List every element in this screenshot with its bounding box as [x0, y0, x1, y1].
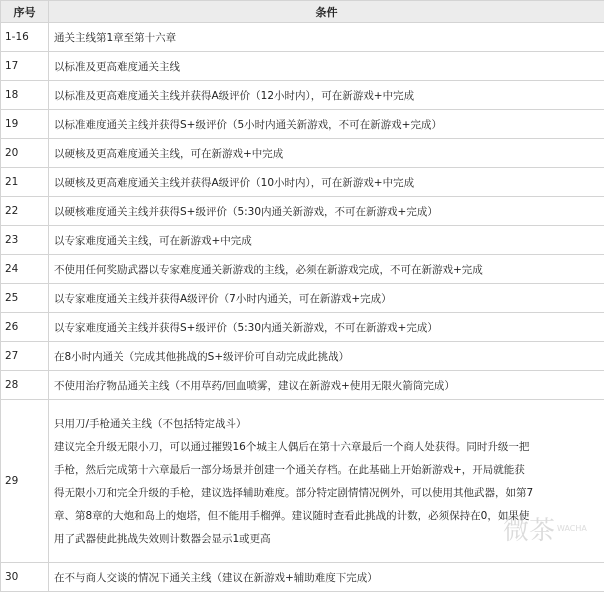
table-row	[1, 400, 604, 563]
row-condition: 在不与商人交谈的情况下通关主线（建议在新游戏+辅助难度下完成）	[49, 563, 604, 592]
condition-line: 用了武器使此挑战失效则计数器会显示1或更高	[54, 532, 271, 545]
row-number: 30	[1, 563, 49, 592]
row-number: 20	[1, 139, 49, 168]
table-row	[1, 284, 604, 313]
condition-line: 手枪，然后完成第十六章最后一部分场景并创建一个通关存档。在此基础上开始新游戏+，开局就能获	[54, 463, 525, 476]
row-number: 25	[1, 284, 49, 313]
table-row	[1, 371, 604, 400]
header-condition: 条件	[49, 1, 604, 23]
row-condition: 以专家难度通关主线并获得A级评价（7小时内通关，可在新游戏+完成）	[49, 284, 604, 313]
row-number: 26	[1, 313, 49, 342]
condition-line: 章、第8章的大炮和岛上的炮塔，但不能用手榴弹。建议随时查看此挑战的计数，必须保持在0，如果使	[54, 509, 530, 522]
row-condition: 在8小时内通关（完成其他挑战的S+级评价可自动完成此挑战）	[49, 342, 604, 371]
watermark-subtext: WACHA	[557, 524, 587, 533]
row-number: 17	[1, 52, 49, 81]
table-row	[1, 81, 604, 110]
row-number: 23	[1, 226, 49, 255]
row-condition: 以专家难度通关主线，可在新游戏+中完成	[49, 226, 604, 255]
row-number: 29	[1, 400, 49, 563]
row-condition: 以专家难度通关主线并获得S+级评价（5:30内通关新游戏，不可在新游戏+完成）	[49, 313, 604, 342]
row-condition: 通关主线第1章至第十六章	[49, 23, 604, 52]
row-number: 28	[1, 371, 49, 400]
row-number: 19	[1, 110, 49, 139]
row-number: 21	[1, 168, 49, 197]
row-condition	[49, 400, 604, 563]
row-condition: 不使用治疗物品通关主线（不用草药/回血喷雾，建议在新游戏+使用无限火箭筒完成）	[49, 371, 604, 400]
row-condition: 以标准及更高难度通关主线	[49, 52, 604, 81]
table-row	[1, 255, 604, 284]
row-condition: 以硬核及更高难度通关主线，可在新游戏+中完成	[49, 139, 604, 168]
row-number: 1-16	[1, 23, 49, 52]
condition-line: 得无限小刀和完全升级的手枪，建议选择辅助难度。部分特定剧情情况例外，可以使用其他武器，如第7	[54, 486, 534, 499]
table-row	[1, 110, 604, 139]
table-row	[1, 342, 604, 371]
row-condition: 以硬核及更高难度通关主线并获得A级评价（10小时内），可在新游戏+中完成	[49, 168, 604, 197]
row-number: 27	[1, 342, 49, 371]
watermark-text: 微茶	[503, 516, 556, 546]
table-row	[1, 226, 604, 255]
row-condition: 以标准难度通关主线并获得S+级评价（5小时内通关新游戏，不可在新游戏+完成）	[49, 110, 604, 139]
row-number: 18	[1, 81, 49, 110]
condition-line: 建议完全升级无限小刀，可以通过摧毁16个城主人偶后在第十六章最后一个商人处获得。同时升级一把	[54, 440, 530, 453]
condition-line: 只用刀/手枪通关主线（不包括特定战斗）	[54, 417, 247, 430]
row-number: 24	[1, 255, 49, 284]
table-row	[1, 139, 604, 168]
table-row	[1, 563, 604, 592]
table-row	[1, 52, 604, 81]
row-condition: 不使用任何奖励武器以专家难度通关新游戏的主线，必须在新游戏完成，不可在新游戏+完成	[49, 255, 604, 284]
table-header-row	[1, 1, 604, 23]
row-number: 22	[1, 197, 49, 226]
table-row	[1, 197, 604, 226]
row-condition: 以标准及更高难度通关主线并获得A级评价（12小时内），可在新游戏+中完成	[49, 81, 604, 110]
row-condition: 以硬核难度通关主线并获得S+级评价（5:30内通关新游戏，不可在新游戏+完成）	[49, 197, 604, 226]
header-number: 序号	[1, 1, 49, 23]
table-row	[1, 168, 604, 197]
table-row	[1, 23, 604, 52]
table-row	[1, 313, 604, 342]
